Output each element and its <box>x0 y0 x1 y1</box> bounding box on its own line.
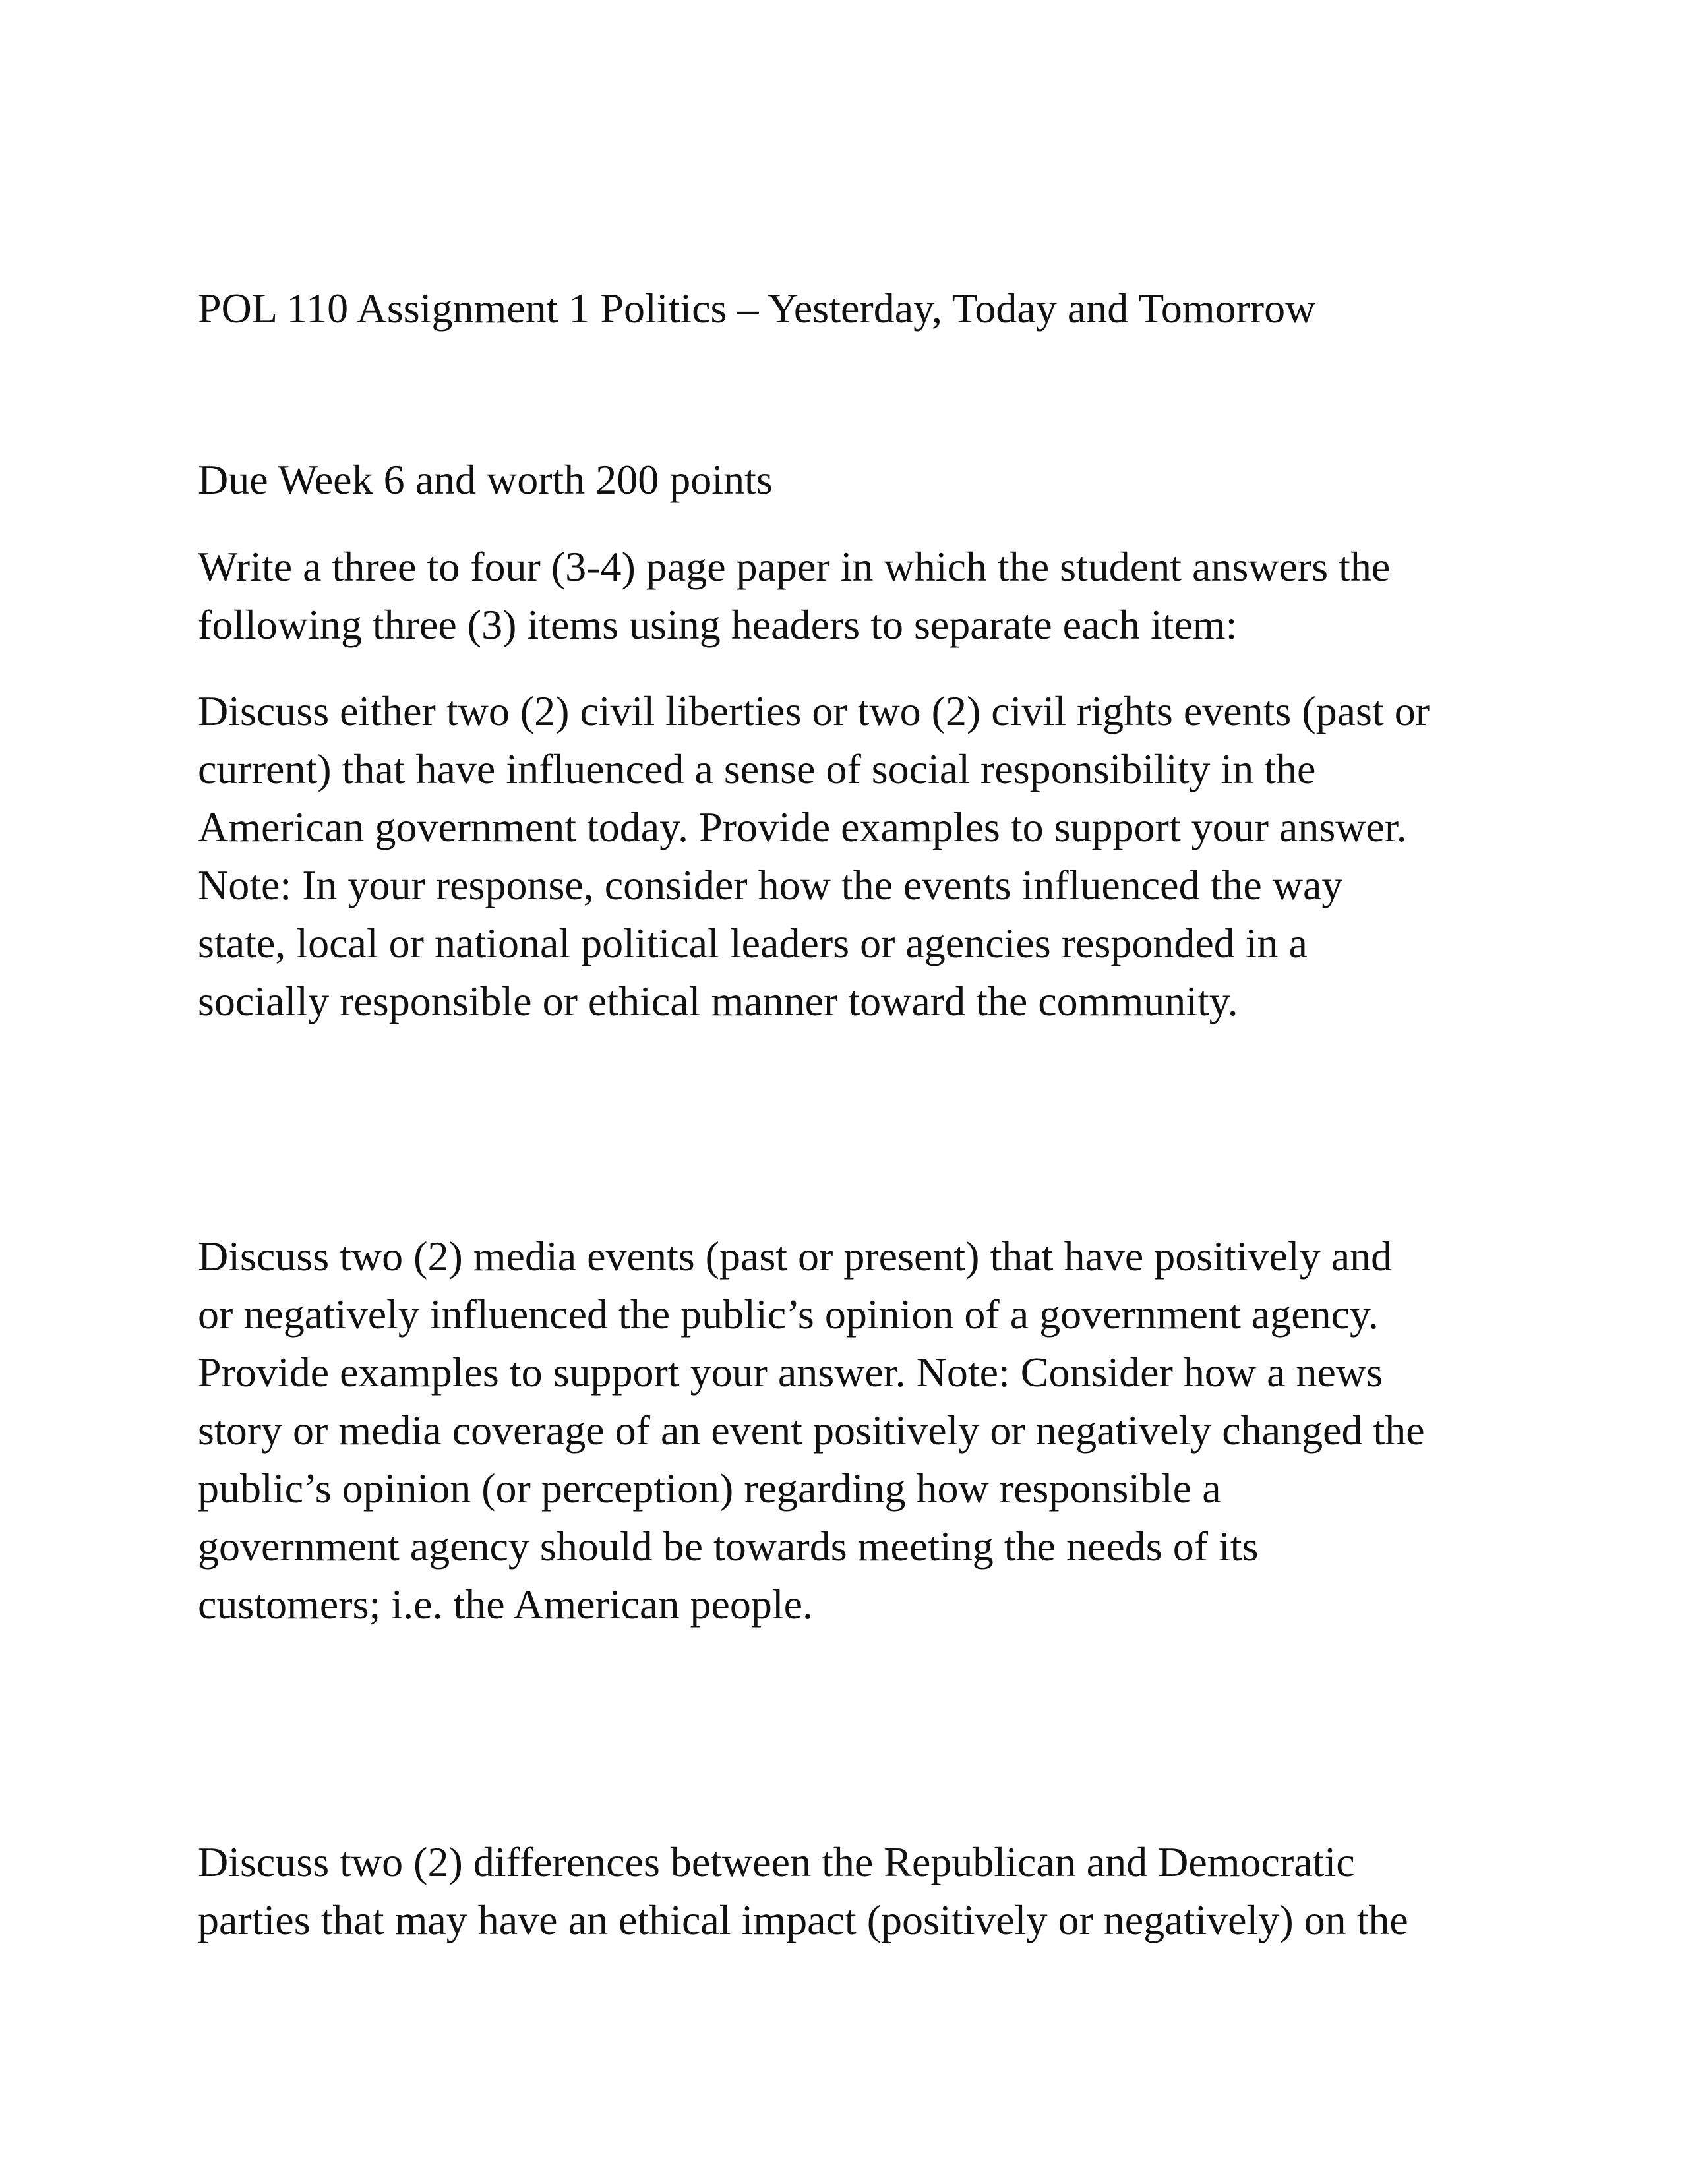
paragraph-line: or negatively influenced the public’s opinion of a government agency. <box>198 1291 1379 1338</box>
paragraph-line: Note: In your response, consider how the events influenced the way <box>198 862 1343 908</box>
paragraph-line: American government today. Provide examples to support your answer. <box>198 804 1407 850</box>
paragraph-line: Discuss two (2) differences between the Republican and Democratic <box>198 1839 1355 1885</box>
item-2-paragraph <box>198 1227 1517 1634</box>
paragraph-line: customers; i.e. the American people. <box>198 1581 814 1628</box>
paragraph-line: Write a three to four (3-4) page paper in which the student answers the <box>198 543 1391 590</box>
paragraph-line: Discuss two (2) media events (past or present) that have positively and <box>198 1233 1393 1280</box>
paragraph-line: socially responsible or ethical manner toward the community. <box>198 978 1238 1024</box>
paragraph-line: parties that may have an ethical impact (positively or negatively) on the <box>198 1897 1408 1943</box>
due-text: Due Week 6 and worth 200 points <box>198 456 773 503</box>
assignment-title <box>198 280 1517 338</box>
paragraph-line: government agency should be towards meeting the needs of its <box>198 1523 1259 1570</box>
paragraph-line: Provide examples to support your answer. Note: Consider how a news <box>198 1349 1383 1396</box>
due-line <box>198 451 1517 509</box>
item-3-paragraph <box>198 1833 1517 1949</box>
intro-paragraph <box>198 538 1517 654</box>
paragraph-line: following three (3) items using headers to separate each item: <box>198 601 1238 648</box>
paragraph-line: public’s opinion (or perception) regarding how responsible a <box>198 1465 1221 1512</box>
item-1-paragraph <box>198 682 1517 1030</box>
paragraph-line: state, local or national political leaders or agencies responded in a <box>198 920 1308 966</box>
paragraph-line: current) that have influenced a sense of social responsibility in the <box>198 746 1316 792</box>
paragraph-line: Discuss either two (2) civil liberties or two (2) civil rights events (past or <box>198 688 1430 734</box>
paragraph-line: story or media coverage of an event positively or negatively changed the <box>198 1407 1425 1454</box>
title-line: POL 110 Assignment 1 Politics – Yesterday, Today and Tomorrow <box>198 285 1316 332</box>
